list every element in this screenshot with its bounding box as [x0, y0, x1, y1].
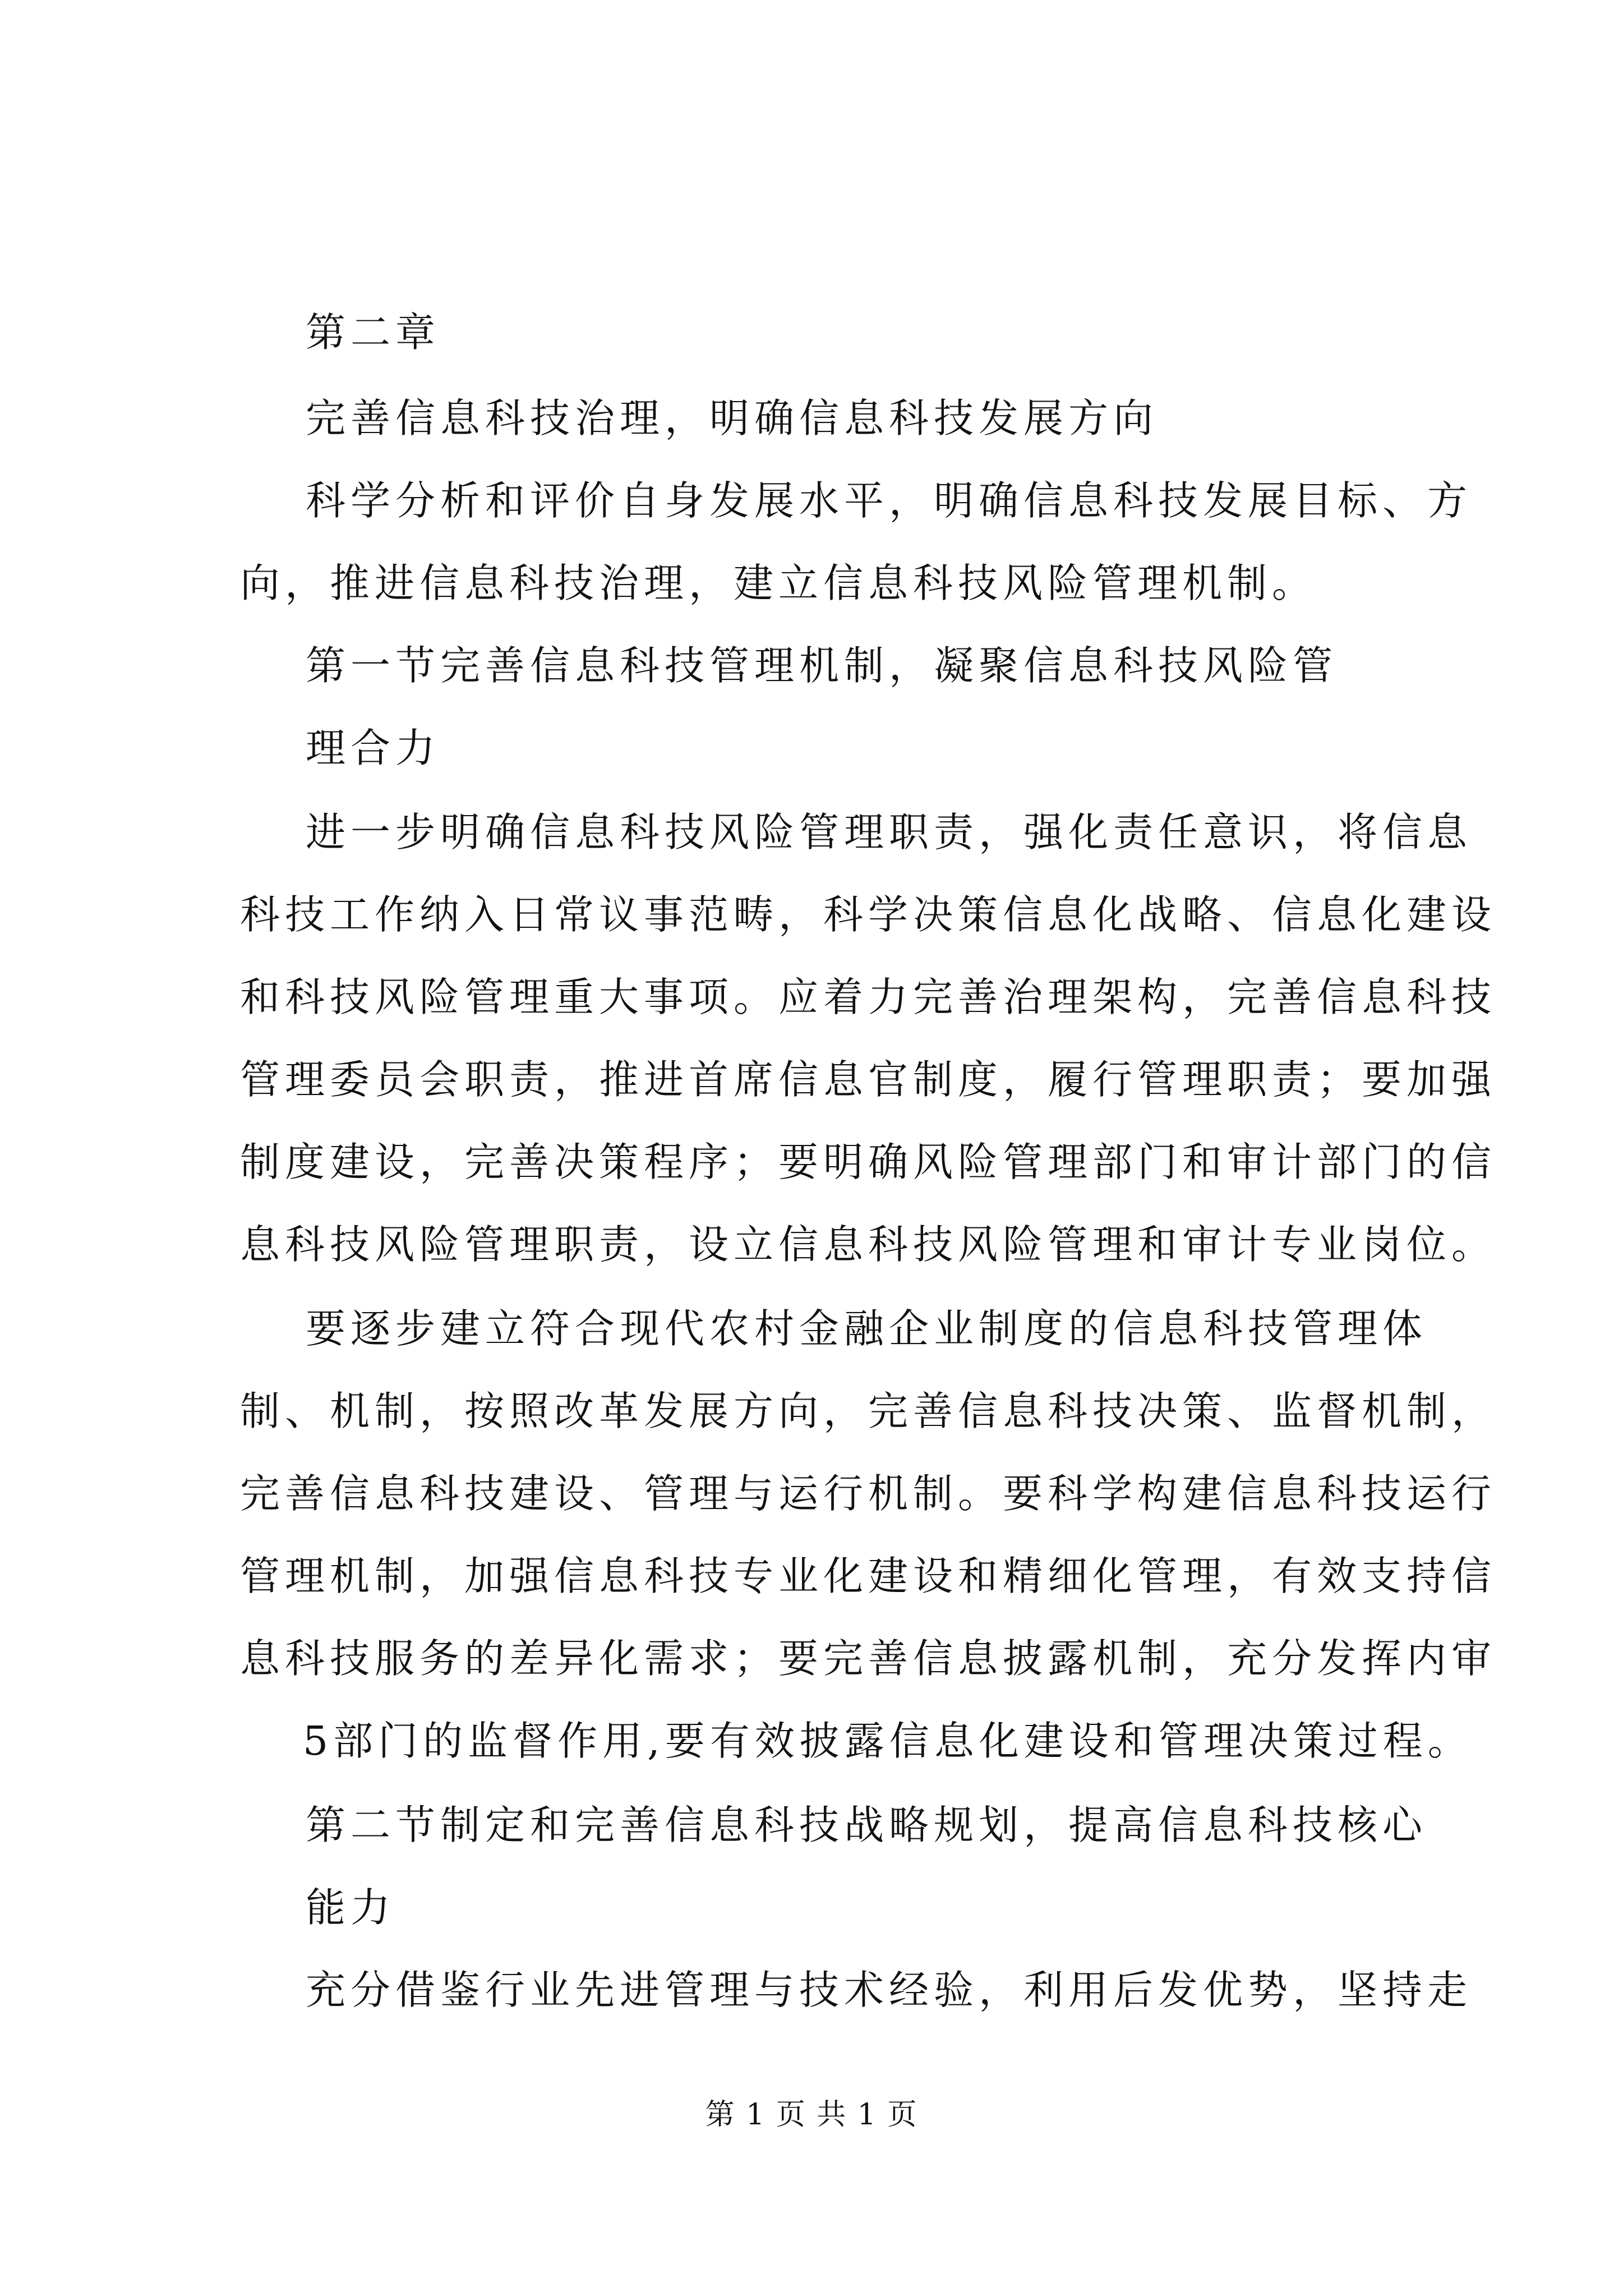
paragraph-line: 管理委员会职责，推进首席信息官制度，履行管理职责；要加强 — [240, 1056, 1497, 1103]
paragraph-line: 制、机制，按照改革发展方向，完善信息科技决策、监督机制， — [240, 1388, 1497, 1434]
paragraph-line: 充分借鉴行业先进管理与技术经验，利用后发优势，坚持走 — [306, 1967, 1473, 2013]
paragraph-line: 息科技风险管理职责，设立信息科技风险管理和审计专业岗位。 — [240, 1221, 1497, 1268]
page-footer: 第 1 页 共 1 页 — [705, 2098, 918, 2132]
section-heading: 第二节制定和完善信息科技战略规划，提高信息科技核心 — [306, 1802, 1428, 1848]
paragraph-line: 制度建设，完善决策程序；要明确风险管理部门和审计部门的信 — [240, 1139, 1497, 1185]
paragraph-line: 科学分析和评价自身发展水平，明确信息科技发展目标、方 — [306, 477, 1473, 524]
section-heading: 第一节完善信息科技管理机制，凝聚信息科技风险管 — [306, 642, 1338, 689]
paragraph-line: 管理机制，加强信息科技专业化建设和精细化管理，有效支持信 — [240, 1553, 1497, 1599]
paragraph-line: 5部门的监督作用,要有效披露信息化建设和管理决策过程。 — [303, 1718, 1473, 1764]
paragraph-line: 进一步明确信息科技风险管理职责，强化责任意识，将信息 — [306, 809, 1473, 855]
paragraph-line: 向，推进信息科技治理，建立信息科技风险管理机制。 — [240, 560, 1317, 606]
paragraph-line: 完善信息科技建设、管理与运行机制。要科学构建信息科技运行 — [240, 1470, 1497, 1517]
paragraph-line: 要逐步建立符合现代农村金融企业制度的信息科技管理体 — [306, 1305, 1428, 1352]
paragraph-line: 息科技服务的差异化需求；要完善信息披露机制，充分发挥内审 — [240, 1635, 1497, 1682]
section-heading-continued: 理合力 — [306, 725, 441, 771]
chapter-heading: 第二章 — [306, 309, 441, 356]
paragraph-line: 科技工作纳入日常议事范畴，科学决策信息化战略、信息化建设 — [240, 891, 1497, 938]
section-heading-continued: 能力 — [306, 1884, 396, 1931]
paragraph-line: 和科技风险管理重大事项。应着力完善治理架构，完善信息科技 — [240, 974, 1497, 1020]
chapter-title: 完善信息科技治理，明确信息科技发展方向 — [306, 395, 1159, 441]
